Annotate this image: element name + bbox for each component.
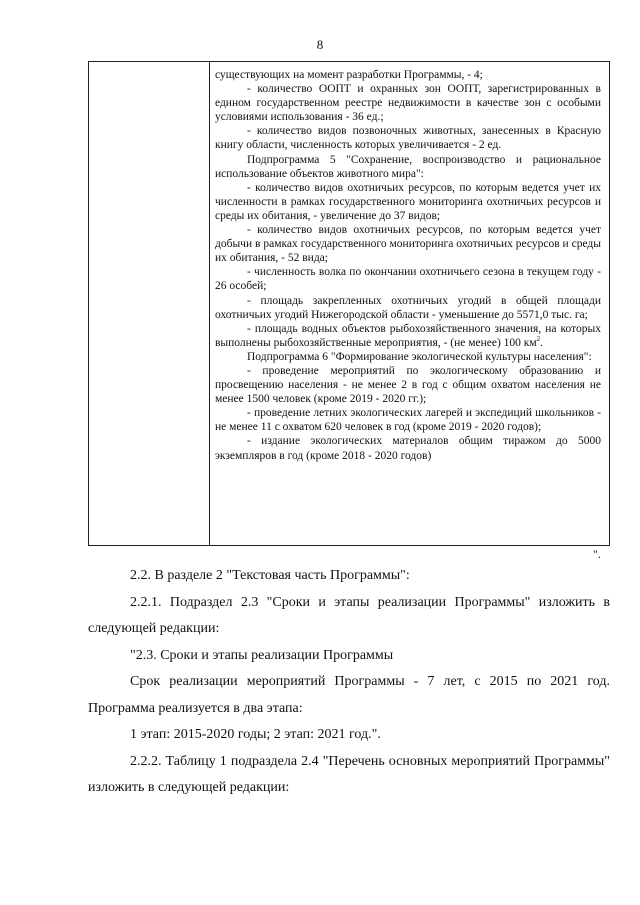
cell-line: - количество видов позвоночных животных, занесенных в Красную книгу области, численность которых увеличивается - 2 ед. — [215, 125, 601, 152]
cell-line-with-superscript — [215, 322, 601, 350]
closing-quote: ". — [593, 547, 601, 561]
cell-line: - численность волка по окончании охотничьего сезона в текущем году - 26 особей; — [215, 266, 601, 293]
body-text — [88, 563, 610, 802]
cell-line-text: - площадь водных объектов рыбохозяйственного значения, на которых выполнены рыбохозяйственные мероприятия, - (не менее) 100 км — [215, 322, 601, 349]
paragraph: 1 этап: 2015-2020 годы; 2 этап: 2021 год.". — [130, 727, 381, 742]
paragraph: 2.2. В разделе 2 "Текстовая часть Программы": — [130, 568, 410, 583]
cell-line: Подпрограмма 5 "Сохранение, воспроизводство и рациональное использование объектов животного мира": — [215, 153, 601, 180]
cell-line: - проведение летних экологических лагерей и экспедиций школьников - не менее 11 с охватом 620 человек в год (кроме 2019 - 2020 годов); — [215, 407, 601, 434]
table-left-cell — [89, 62, 210, 545]
paragraph: "2.3. Сроки и этапы реализации Программы — [130, 647, 394, 663]
cell-line: - количество видов охотничьих ресурсов, по которым ведется учет добычи в рамках государственного мониторинга охотничьих ресурсов и среды их обитания, - 52 вида; — [215, 224, 601, 265]
page-number: 8 — [316, 37, 324, 52]
table-right-cell — [210, 62, 609, 545]
cell-line: Подпрограмма 6 "Формирование экологической культуры населения": — [247, 350, 592, 363]
cell-line: - количество видов охотничьих ресурсов, по которым ведется учет их численности в рамках государственного мониторинга охотничьих ресурсов и среды их обитания, - увеличение до 37 видов; — [215, 181, 601, 222]
cell-line: существующих на момент разработки Программы, - 4; — [215, 69, 483, 81]
paragraph: Срок реализации мероприятий Программы - 7 лет, с 2015 по 2021 год. Программа реализуется в два этапа: — [88, 674, 610, 716]
cell-line-end: . — [540, 336, 544, 349]
superscript: 2 — [536, 334, 541, 343]
cell-line: - издание экологических материалов общим тиражом до 5000 экземпляров в год (кроме 2018 - 2020 годов) — [215, 435, 601, 462]
indicators-table — [88, 61, 610, 546]
cell-line: - проведение мероприятий по экологическому образованию и просвещению населения - не менее 2 в год с общим охватом населения не менее 1500 человек (кроме 2019 - 2020 гг.); — [215, 364, 601, 406]
paragraph: 2.2.2. Таблицу 1 подраздела 2.4 "Перечень основных мероприятий Программы" изложить в следующей редакции: — [88, 753, 610, 795]
cell-line: - площадь закрепленных охотничьих угодий в общей площади охотничьих угодий Нижегородской области - уменьшение до 5571,0 тыс. га; — [215, 294, 601, 321]
paragraph: 2.2.1. Подраздел 2.3 "Сроки и этапы реализации Программы" изложить в следующей редакции: — [88, 594, 610, 636]
cell-line: - количество ООПТ и охранных зон ООПТ, зарегистрированных в едином государственном реестре недвижимости в качестве зон с особыми условиями использования - 36 ед.; — [215, 83, 601, 124]
